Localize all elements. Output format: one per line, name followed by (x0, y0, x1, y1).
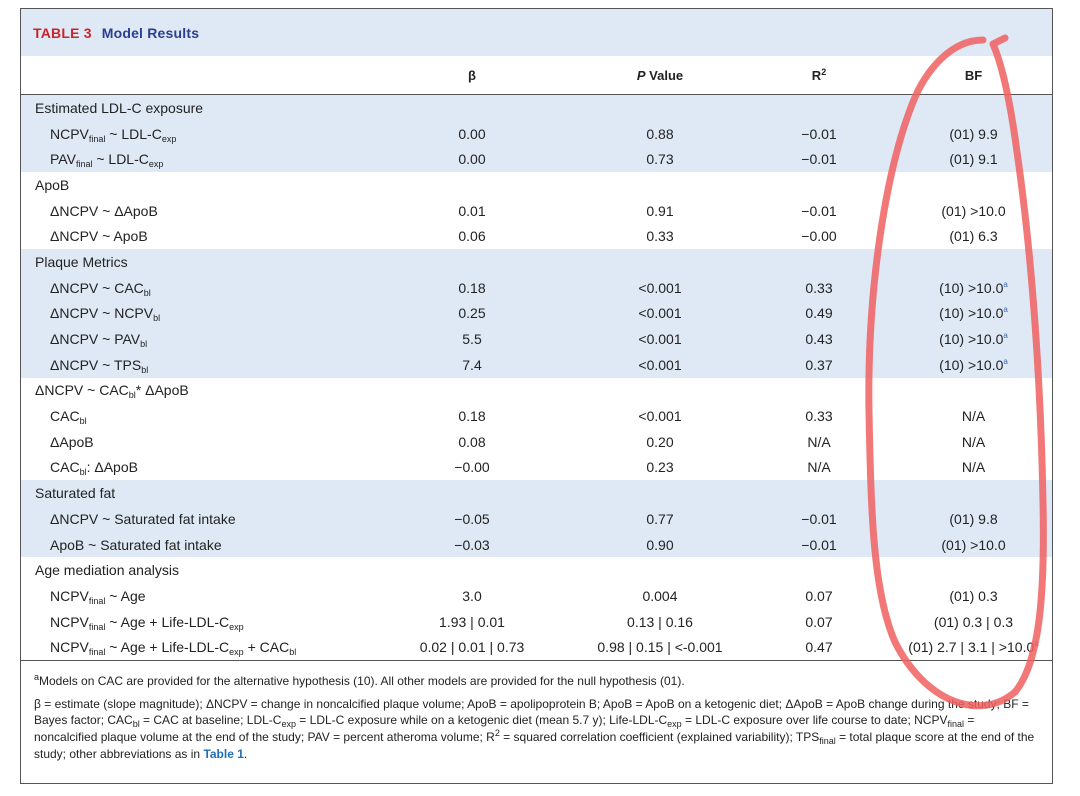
cell-pvalue (577, 378, 743, 404)
row-label (21, 429, 367, 455)
cell-r2: −0.01 (743, 506, 895, 532)
cell-r2 (743, 480, 895, 506)
text-segment: ΔNCPV ~ CAC (35, 382, 129, 399)
cell-bf (895, 403, 1052, 429)
cell-r2: 0.49 (743, 301, 895, 327)
cell-bf (895, 121, 1052, 147)
group-label (21, 249, 367, 275)
text-segment: = total plaque score at the end of the study; other abbreviations as in (34, 729, 1035, 761)
text-segment: bl (143, 287, 151, 298)
cell-pvalue: 0.004 (642, 587, 678, 604)
table-row (21, 609, 1052, 635)
text-segment: a (34, 672, 40, 683)
table-row (21, 634, 1052, 660)
text-segment: * ΔApoB (135, 382, 189, 399)
group-label (21, 557, 367, 583)
text-segment: exp (148, 159, 164, 170)
group-label (21, 172, 367, 198)
text-segment: ApoB ~ Saturated fat intake (50, 536, 222, 553)
table-row (21, 403, 1052, 429)
footnotes (21, 661, 1052, 762)
text-segment: = LDL-C exposure while on a ketogenic diet (mean 5.7 y); Life-LDL-C (295, 713, 668, 728)
cell-bf (895, 609, 1052, 635)
text-segment: Age mediation analysis (35, 562, 179, 579)
cell-pvalue: 0.33 (646, 228, 674, 245)
header-label (21, 56, 367, 95)
cell-beta: 0.01 (458, 202, 486, 219)
text-segment: ΔNCPV ~ ApoB (50, 228, 148, 245)
cell-beta: 5.5 (367, 326, 577, 352)
cell-pvalue: <0.001 (577, 352, 743, 378)
row-label (21, 634, 367, 660)
text-segment: ~ Age + Life-LDL-C (105, 613, 230, 630)
text-segment: ΔNCPV ~ PAV (50, 331, 141, 348)
text-segment: a (1003, 305, 1008, 315)
text-segment: (10) >10.0 (939, 305, 1004, 322)
row-label (21, 301, 367, 327)
cell-bf (895, 172, 1052, 198)
text-segment: (10) >10.0 (939, 331, 1004, 348)
text-segment: exp (667, 719, 682, 730)
text-segment: (10) >10.0 (939, 279, 1004, 296)
cell-bf (895, 223, 1052, 249)
cell-beta: 0.25 (367, 301, 577, 327)
table-title-bar (21, 9, 1052, 56)
text-segment: = LDL-C exposure over life course to date; NCPV (681, 713, 948, 728)
cell-bf (895, 301, 1052, 327)
cell-bf (895, 275, 1052, 301)
cell-beta: 0.08 (458, 433, 486, 450)
table-row (21, 121, 1052, 147)
table-row (21, 455, 1052, 481)
row-label (21, 583, 367, 609)
text-segment: (01) 0.3 | 0.3 (933, 613, 1014, 630)
table-row (21, 275, 1052, 301)
text-segment: exp (229, 647, 244, 658)
cell-pvalue: <0.001 (638, 408, 682, 425)
text-segment: ΔNCPV ~ ΔApoB (50, 202, 158, 219)
cell-bf (895, 634, 1052, 660)
text-segment: bl (153, 313, 161, 324)
text-segment: = noncalcified plaque volume at the end of the study; PAV = percent atheroma volume; R (34, 713, 975, 744)
cell-pvalue: 0.23 (646, 459, 674, 476)
text-segment: ~ Age (105, 587, 146, 604)
text-segment: ~ LDL-C (92, 151, 149, 168)
cell-beta (367, 172, 577, 198)
cell-pvalue: 0.88 (577, 121, 743, 147)
table-row (21, 506, 1052, 532)
text-segment: β = estimate (slope magnitude); ΔNCPV = change in noncalcified plaque volume; ApoB = apolipoprotein B; ApoB = ApoB on a ketogenic diet; ΔApoB = ApoB change during the study; BF = Bayes factor; CAC (34, 696, 1029, 728)
cell-r2 (743, 95, 895, 121)
cell-bf (895, 583, 1052, 609)
text-segment: (01) 9.1 (949, 151, 998, 168)
text-segment: exp (229, 621, 244, 632)
text-segment: (10) >10.0 (939, 356, 1004, 373)
text-segment: NCPV (50, 587, 89, 604)
text-segment: a (1003, 356, 1008, 366)
text-segment: final (88, 621, 106, 632)
text-segment: bl (141, 364, 149, 375)
text-segment: exp (161, 133, 177, 144)
header-pvalue-rest: Value (645, 67, 684, 83)
group-row (21, 557, 1052, 583)
group-label (21, 480, 367, 506)
group-label (21, 95, 367, 121)
cell-r2: 0.43 (743, 326, 895, 352)
header-r2-sup: 2 (821, 66, 827, 77)
text-segment: final (88, 595, 106, 606)
row-label (21, 506, 367, 532)
text-segment: NCPV (50, 613, 89, 630)
cell-bf (895, 480, 1052, 506)
cell-bf (895, 326, 1052, 352)
text-segment: CAC (50, 408, 80, 425)
cell-pvalue (577, 172, 743, 198)
text-segment[interactable]: Table 1 (203, 746, 244, 761)
table-body (21, 95, 1052, 661)
text-segment: ΔApoB (50, 433, 94, 450)
cell-pvalue: <0.001 (577, 301, 743, 327)
cell-beta (367, 378, 577, 404)
cell-beta: 0.18 (458, 408, 486, 425)
row-label (21, 403, 367, 429)
cell-bf (895, 352, 1052, 378)
cell-beta (367, 249, 577, 275)
cell-r2 (743, 249, 895, 275)
header-pvalue (577, 56, 743, 95)
text-segment: (01) 6.3 (949, 228, 998, 245)
text-segment: = CAC at baseline; LDL-C (139, 713, 282, 728)
group-row (21, 378, 1052, 404)
group-row (21, 480, 1052, 506)
table-row (21, 352, 1052, 378)
text-segment: N/A (961, 459, 986, 476)
text-segment: ApoB (35, 176, 70, 193)
footnote-a (34, 673, 1040, 690)
text-segment: (01) 9.8 (949, 510, 998, 527)
table-row (21, 532, 1052, 558)
text-segment: ΔNCPV ~ NCPV (50, 305, 154, 322)
cell-beta: 0.06 (458, 228, 486, 245)
row-label (21, 352, 367, 378)
text-segment: ΔNCPV ~ TPS (50, 356, 142, 373)
cell-r2: −0.01 (743, 146, 895, 172)
cell-r2: 0.47 (805, 639, 833, 656)
text-segment: 2 (494, 727, 500, 738)
row-label (21, 455, 367, 481)
text-segment: ΔNCPV ~ CAC (50, 279, 144, 296)
text-segment: Estimated LDL-C exposure (35, 99, 204, 116)
text-segment: a (1003, 279, 1008, 289)
row-label (21, 223, 367, 249)
cell-bf (895, 249, 1052, 275)
results-table (21, 56, 1052, 660)
group-row (21, 95, 1052, 121)
text-segment: (01) >10.0 (941, 536, 1006, 553)
header-pvalue-p: P (636, 67, 646, 83)
text-segment: a (1003, 331, 1008, 341)
table-row (21, 583, 1052, 609)
text-segment: N/A (961, 433, 986, 450)
table-row (21, 198, 1052, 224)
cell-beta: −0.03 (367, 532, 577, 558)
text-segment: CAC (50, 459, 80, 476)
group-label (21, 378, 367, 404)
cell-pvalue: 0.91 (646, 202, 674, 219)
text-segment: (01) 0.3 (949, 587, 998, 604)
cell-pvalue (577, 249, 743, 275)
text-segment: = squared correlation coefficient (explained variability); TPS (499, 729, 820, 744)
text-segment: final (88, 133, 106, 144)
text-segment: (01) 2.7 | 3.1 | >10.0 (908, 639, 1035, 656)
text-segment: Models on CAC are provided for the alternative hypothesis (10). All other models are provided for the null hypothesis (01). (39, 674, 685, 689)
cell-r2: 0.33 (805, 408, 833, 425)
cell-beta: 0.00 (367, 121, 577, 147)
cell-bf (895, 532, 1052, 558)
text-segment: NCPV (50, 125, 89, 142)
cell-r2: N/A (807, 433, 831, 450)
text-segment: NCPV (50, 639, 89, 656)
text-segment: N/A (961, 408, 986, 425)
text-segment: bl (140, 339, 148, 350)
text-segment: bl (132, 719, 140, 730)
header-beta: β (367, 56, 577, 95)
text-segment: ~ Age + Life-LDL-C (105, 639, 230, 656)
text-segment: bl (79, 416, 87, 427)
cell-r2: −0.01 (743, 121, 895, 147)
cell-beta: 3.0 (462, 587, 482, 604)
header-r2-base: R (811, 67, 822, 83)
group-row (21, 249, 1052, 275)
cell-bf (895, 506, 1052, 532)
row-label (21, 609, 367, 635)
cell-bf (895, 95, 1052, 121)
header-r2 (743, 56, 895, 95)
cell-pvalue: 0.13 | 0.16 (627, 613, 693, 630)
cell-r2: 0.07 (805, 613, 833, 630)
cell-beta: −0.05 (367, 506, 577, 532)
cell-beta (367, 480, 577, 506)
cell-bf (895, 455, 1052, 481)
cell-r2: N/A (807, 459, 831, 476)
table-row (21, 429, 1052, 455)
text-segment: bl (128, 390, 136, 401)
table-row (21, 223, 1052, 249)
header-bf: BF (895, 56, 1052, 95)
row-label (21, 326, 367, 352)
text-segment: : ΔApoB (86, 459, 138, 476)
cell-r2 (743, 557, 895, 583)
cell-r2: 0.33 (743, 275, 895, 301)
table-frame (20, 8, 1053, 784)
cell-pvalue (577, 480, 743, 506)
text-segment: + CAC (243, 639, 290, 656)
text-segment: ~ LDL-C (105, 125, 162, 142)
text-segment: final (75, 159, 93, 170)
cell-pvalue (577, 557, 743, 583)
text-segment: final (88, 647, 106, 658)
cell-pvalue: <0.001 (577, 275, 743, 301)
row-label (21, 146, 367, 172)
row-label (21, 275, 367, 301)
text-segment: final (947, 719, 964, 730)
table-row (21, 326, 1052, 352)
cell-r2: −0.01 (743, 532, 895, 558)
text-segment: Saturated fat (35, 485, 116, 502)
cell-pvalue: 0.73 (577, 146, 743, 172)
cell-beta: 0.18 (367, 275, 577, 301)
table-title: Model Results (101, 24, 200, 41)
text-segment: final (819, 735, 836, 746)
cell-r2 (743, 172, 895, 198)
cell-bf (895, 378, 1052, 404)
text-segment: (01) 9.9 (949, 125, 998, 142)
table-row (21, 146, 1052, 172)
row-label (21, 121, 367, 147)
text-segment: exp (281, 719, 296, 730)
cell-pvalue: 0.77 (577, 506, 743, 532)
cell-r2: −0.00 (801, 228, 837, 245)
cell-beta (367, 557, 577, 583)
text-segment: . (243, 746, 248, 761)
text-segment: PAV (50, 151, 76, 168)
text-segment: (01) >10.0 (941, 202, 1006, 219)
row-label (21, 532, 367, 558)
cell-r2: −0.01 (801, 202, 837, 219)
table-row (21, 301, 1052, 327)
cell-bf (895, 198, 1052, 224)
cell-beta: 1.93 | 0.01 (439, 613, 505, 630)
cell-beta: 0.00 (367, 146, 577, 172)
cell-pvalue: 0.20 (646, 433, 674, 450)
group-row (21, 172, 1052, 198)
cell-bf (895, 429, 1052, 455)
cell-pvalue: <0.001 (577, 326, 743, 352)
text-segment: bl (79, 467, 87, 478)
text-segment: Plaque Metrics (35, 253, 128, 270)
cell-beta: −0.00 (454, 459, 490, 476)
cell-beta (367, 95, 577, 121)
cell-beta: 7.4 (367, 352, 577, 378)
footnote-abbreviations (34, 696, 1040, 762)
cell-bf (895, 146, 1052, 172)
cell-bf (895, 557, 1052, 583)
header-row (21, 56, 1052, 95)
cell-r2 (743, 378, 895, 404)
cell-r2: 0.37 (743, 352, 895, 378)
text-segment: ΔNCPV ~ Saturated fat intake (50, 510, 236, 527)
table-label: TABLE 3 (33, 24, 92, 41)
cell-r2: 0.07 (805, 587, 833, 604)
cell-pvalue: 0.90 (577, 532, 743, 558)
cell-beta: 0.02 | 0.01 | 0.73 (419, 639, 525, 656)
row-label (21, 198, 367, 224)
text-segment: a (1034, 639, 1039, 649)
cell-pvalue (577, 95, 743, 121)
text-segment: bl (289, 647, 297, 658)
cell-pvalue: 0.98 | 0.15 | <-0.001 (597, 639, 723, 656)
